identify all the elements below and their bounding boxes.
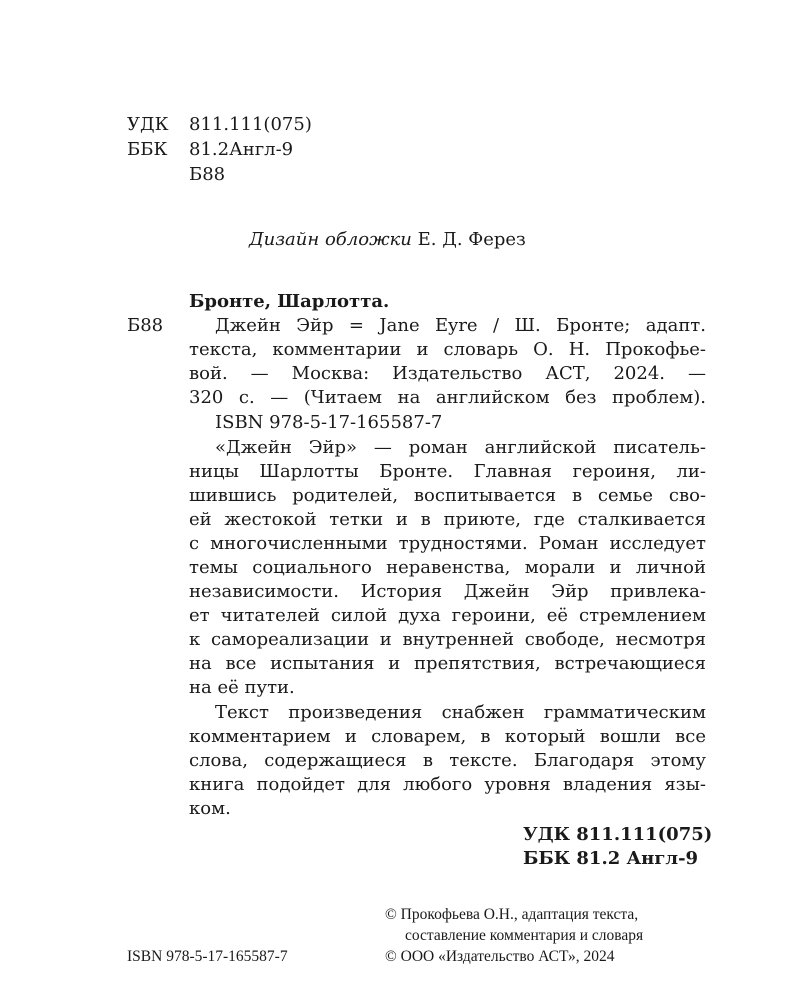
annotation-line: ницы Шарлотты Бронте. Главная героиня, ли- (189, 461, 706, 482)
udk-value: 811.111(075) (189, 114, 312, 135)
record-isbn: ISBN 978-5-17-165587-7 (215, 412, 443, 433)
annotation-line: комментарием и словарем, в который вошли все (189, 726, 706, 747)
annotation-line: независимости. История Джейн Эйр привлека- (189, 581, 706, 602)
bbk-value: 81.2Англ-9 (189, 139, 294, 160)
footer-copyright-line: © ООО «Издательство АСТ», 2024 (385, 948, 615, 965)
bbk-label: ББК (127, 139, 168, 160)
annotation-line: ет читателей силой духа героини, её стремлением (189, 605, 706, 626)
annotation-line: к самореализации и внутренней свободе, несмотря (189, 629, 706, 650)
annotation-line: шившись родителей, воспитывается в семье сво- (189, 485, 706, 506)
author-mark-top: Б88 (189, 164, 226, 185)
bbk-line (127, 137, 293, 162)
bottom-udk: УДК 811.111(075) (523, 824, 713, 845)
author-mark: Б88 (127, 315, 164, 336)
footer-copyright-line: составление комментария и словаря (405, 927, 644, 944)
annotation-line: с многочисленными трудностями. Роман исследует (189, 533, 706, 554)
annotation-line: ей жестокой тетки и в приюте, где сталкивается (189, 509, 706, 530)
annotation-line: ком. (189, 798, 231, 819)
annotation-line: «Джейн Эйр» — роман английской писатель- (215, 437, 706, 458)
cover-design-label: Дизайн обложки (249, 229, 412, 250)
bottom-bbk: ББК 81.2 Англ-9 (523, 848, 699, 869)
bib-line: вой. — Москва: Издательство АСТ, 2024. — (189, 363, 706, 384)
footer-isbn: ISBN 978-5-17-165587-7 (127, 948, 288, 965)
annotation-line: Текст произведения снабжен грамматическим (215, 702, 706, 723)
udk-label: УДК (127, 114, 169, 135)
bib-line: 320 с. — (Читаем на английском без проблем). (189, 387, 706, 408)
annotation-line: слова, содержащиеся в тексте. Благодаря этому (189, 750, 706, 771)
udk-line (127, 112, 312, 137)
author-heading: Бронте, Шарлотта. (189, 291, 390, 312)
annotation-line: на все испытания и препятствия, встречающиеся (189, 653, 706, 674)
footer-copyright-line: © Прокофьева О.Н., адаптация текста, (385, 906, 639, 923)
bib-line: Джейн Эйр = Jane Eyre / Ш. Бронте; адапт. (215, 315, 706, 336)
cover-design-name: Е. Д. Ферез (417, 229, 526, 250)
annotation-line: книга подойдет для любого уровня владения язы- (189, 774, 706, 795)
annotation-line: на её пути. (189, 677, 295, 698)
bib-line: текста, комментарии и словарь О. Н. Прокофье- (189, 339, 706, 360)
annotation-line: темы социального неравенства, морали и личной (189, 557, 706, 578)
cover-design-credit (249, 229, 526, 250)
